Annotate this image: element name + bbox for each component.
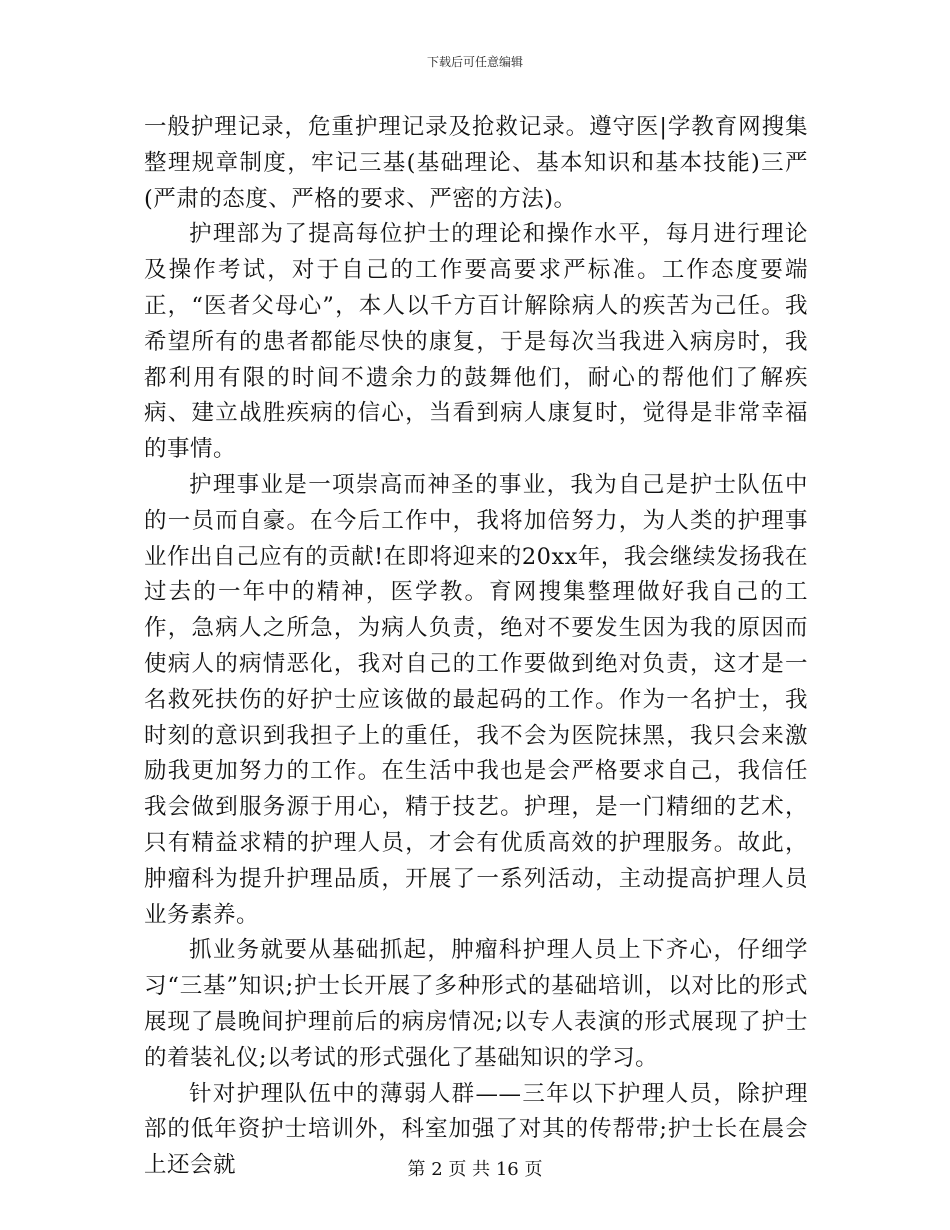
paragraph-4: 抓业务就要从基础抓起，肿瘤科护理人员上下齐心，仔细学习“三基”知识;护士长开展了多种形式的基础培训，以对比的形式展现了晨晚间护理前后的病房情况;以专人表演的形式展现了护士的着装礼仪;以考试的形式强化了基础知识的学习。 <box>144 937 808 1071</box>
paragraph-2: 护理部为了提高每位护士的理论和操作水平，每月进行理论及操作考试，对于自己的工作要高要求严标准。工作态度要端正，“医者父母心”，本人以千方百计解除病人的疾苦为己任。我希望所有的患者都能尽快的康复，于是每次当我进入病房时，我都利用有限的时间不遗余力的鼓舞他们，耐心的帮他们了解疾病、建立战胜疾病的信心，当看到病人康复时，觉得是非常幸福的事情。 <box>144 221 808 463</box>
paragraph-3: 护理事业是一项崇高而神圣的事业，我为自己是护士队伍中的一员而自豪。在今后工作中，我将加倍努力，为人类的护理事业作出自己应有的贡献!在即将迎来的20xx年，我会继续发扬我在过去的一年中的精神，医学教。育网搜集整理做好我自己的工作，急病人之所急，为病人负责，绝对不要发生因为我的原因而使病人的病情恶化，我对自己的工作要做到绝对负责，这才是一名救死扶伤的好护士应该做的最起码的工作。作为一名护士，我时刻的意识到我担子上的重任，我不会为医院抹黑，我只会来激励我更加努力的工作。在生活中我也是会严格要求自己，我信任我会做到服务源于用心，精于技艺。护理，是一门精细的艺术，只有精益求精的护理人员，才会有优质高效的护理服务。故此，肿瘤科为提升护理品质，开展了一系列活动，主动提高护理人员业务素养。 <box>144 471 808 928</box>
page-number-footer: 第 2 页 共 16 页 <box>407 1159 543 1180</box>
page-header-note: 下载后可任意编辑 <box>426 55 523 69</box>
document-body <box>144 110 808 1184</box>
paragraph-5: 针对护理队伍中的薄弱人群——三年以下护理人员，除护理部的低年资护士培训外，科室加强了对其的传帮带;护士长在晨会上还会就 <box>144 1080 808 1179</box>
paragraph-1: 一般护理记录，危重护理记录及抢救记录。遵守医|学教育网搜集整理规章制度，牢记三基(基础理论、基本知识和基本技能)三严(严肃的态度、严格的要求、严密的方法)。 <box>144 114 808 212</box>
